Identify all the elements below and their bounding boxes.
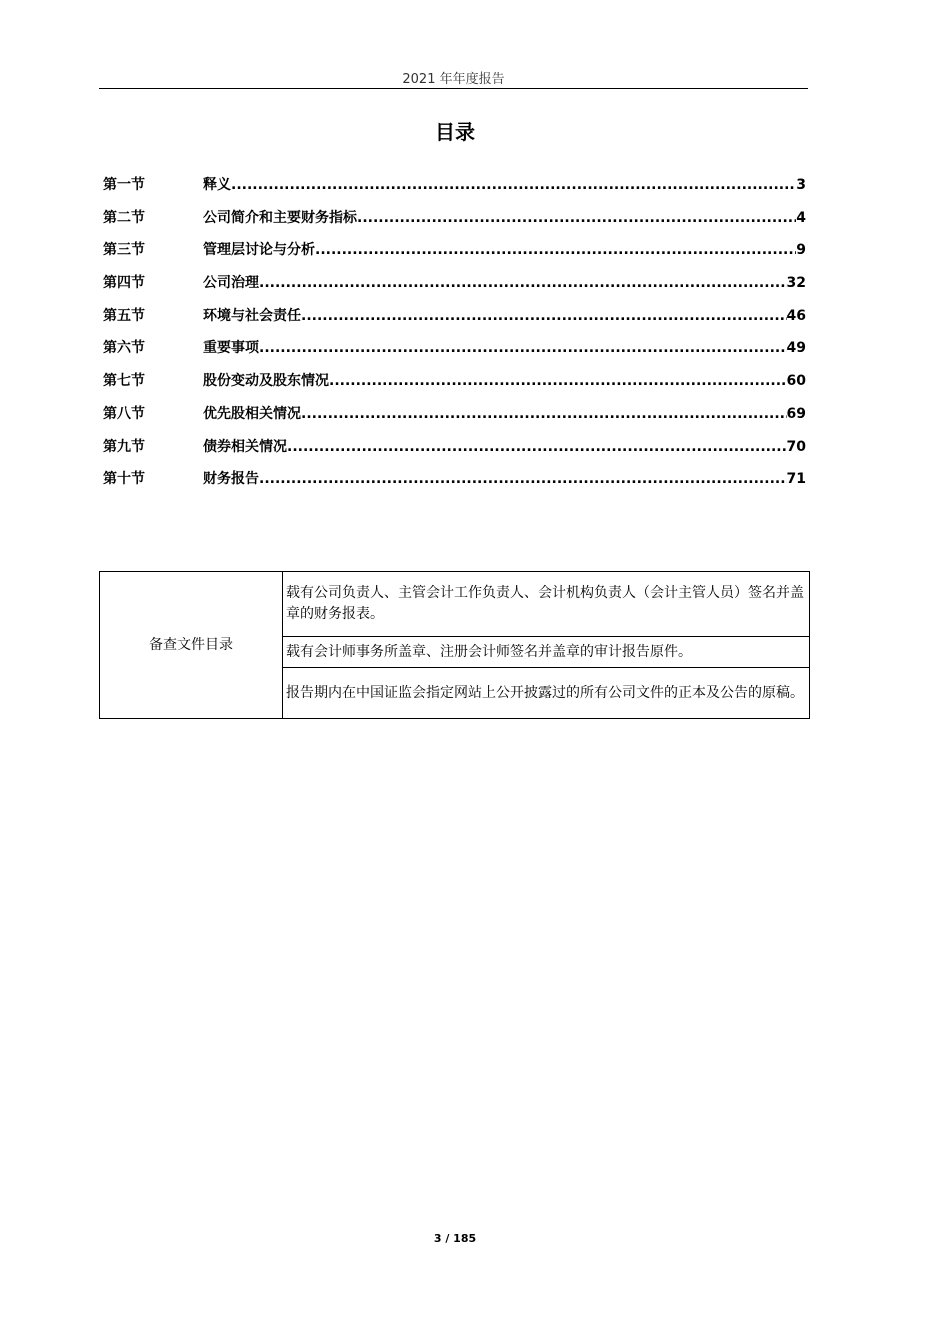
- toc-entry[interactable]: [103, 337, 806, 370]
- toc-entry[interactable]: [103, 370, 806, 403]
- reference-document-item: 报告期内在中国证监会指定网站上公开披露过的所有公司文件的正本及公告的原稿。: [283, 668, 810, 719]
- table-row: [100, 572, 810, 637]
- toc-page-number: 60: [786, 373, 806, 390]
- toc-leader-dots: [259, 340, 787, 356]
- reference-document-item: 载有会计师事务所盖章、注册会计师签名并盖章的审计报告原件。: [283, 637, 810, 668]
- toc-entry[interactable]: [103, 272, 806, 305]
- toc-leader-dots: [259, 275, 787, 291]
- toc-page-number: 46: [786, 307, 806, 324]
- toc-section-name: 重要事项: [203, 340, 259, 357]
- toc-entry[interactable]: [103, 305, 806, 338]
- toc-section-number: 第九节: [103, 438, 145, 455]
- toc-section-number: 第七节: [103, 373, 145, 390]
- toc-section-name: 股份变动及股东情况: [203, 373, 329, 390]
- table-of-contents: [103, 174, 806, 501]
- toc-section-number: 第八节: [103, 405, 145, 422]
- toc-leader-dots: [259, 471, 787, 487]
- toc-leader-dots: [301, 308, 787, 324]
- toc-entry[interactable]: [103, 403, 806, 436]
- toc-section-number: 第六节: [103, 340, 145, 357]
- toc-page-number: 4: [796, 209, 806, 226]
- toc-section-name: 财务报告: [203, 471, 259, 488]
- toc-entry[interactable]: [103, 436, 806, 469]
- reference-document-item: 载有公司负责人、主管会计工作负责人、会计机构负责人（会计主管人员）签名并盖章的财务报表。: [283, 572, 810, 637]
- toc-page-number: 3: [796, 177, 806, 193]
- toc-section-name: 债券相关情况: [203, 438, 287, 455]
- toc-page-number: 70: [786, 438, 806, 455]
- toc-section-name: 公司治理: [203, 275, 259, 292]
- header-divider: [99, 88, 808, 89]
- toc-section-number: 第三节: [103, 242, 145, 259]
- toc-entry[interactable]: [103, 239, 806, 272]
- toc-leader-dots: [301, 406, 787, 422]
- toc-page-number: 9: [796, 242, 806, 259]
- toc-section-number: 第五节: [103, 307, 145, 324]
- reference-documents-label: 备查文件目录: [100, 572, 283, 719]
- toc-section-name: 公司简介和主要财务指标: [203, 209, 357, 226]
- toc-section-name: 释义: [203, 177, 231, 193]
- toc-leader-dots: [315, 242, 796, 258]
- toc-page-number: 71: [786, 471, 806, 488]
- toc-section-name: 管理层讨论与分析: [203, 242, 315, 259]
- toc-section-name: 优先股相关情况: [203, 405, 301, 422]
- toc-page-number: 49: [786, 340, 806, 357]
- toc-entry[interactable]: [103, 468, 806, 501]
- page-number-indicator: 3 / 185: [433, 1232, 477, 1245]
- toc-page-number: 69: [786, 405, 806, 422]
- toc-section-number: 第二节: [103, 209, 145, 226]
- toc-leader-dots: [357, 210, 796, 226]
- toc-section-name: 环境与社会责任: [203, 307, 301, 324]
- toc-entry[interactable]: [103, 207, 806, 240]
- toc-title: 目录: [435, 120, 475, 144]
- reference-documents-table: [99, 571, 810, 719]
- toc-section-number: 第十节: [103, 471, 145, 488]
- toc-leader-dots: [287, 439, 787, 455]
- toc-section-number: 第一节: [103, 177, 145, 193]
- toc-leader-dots: [231, 177, 796, 193]
- toc-entry[interactable]: [103, 174, 806, 207]
- toc-page-number: 32: [786, 275, 806, 292]
- report-header-title: 2021 年年度报告: [402, 72, 505, 87]
- toc-leader-dots: [329, 373, 787, 389]
- toc-section-number: 第四节: [103, 275, 145, 292]
